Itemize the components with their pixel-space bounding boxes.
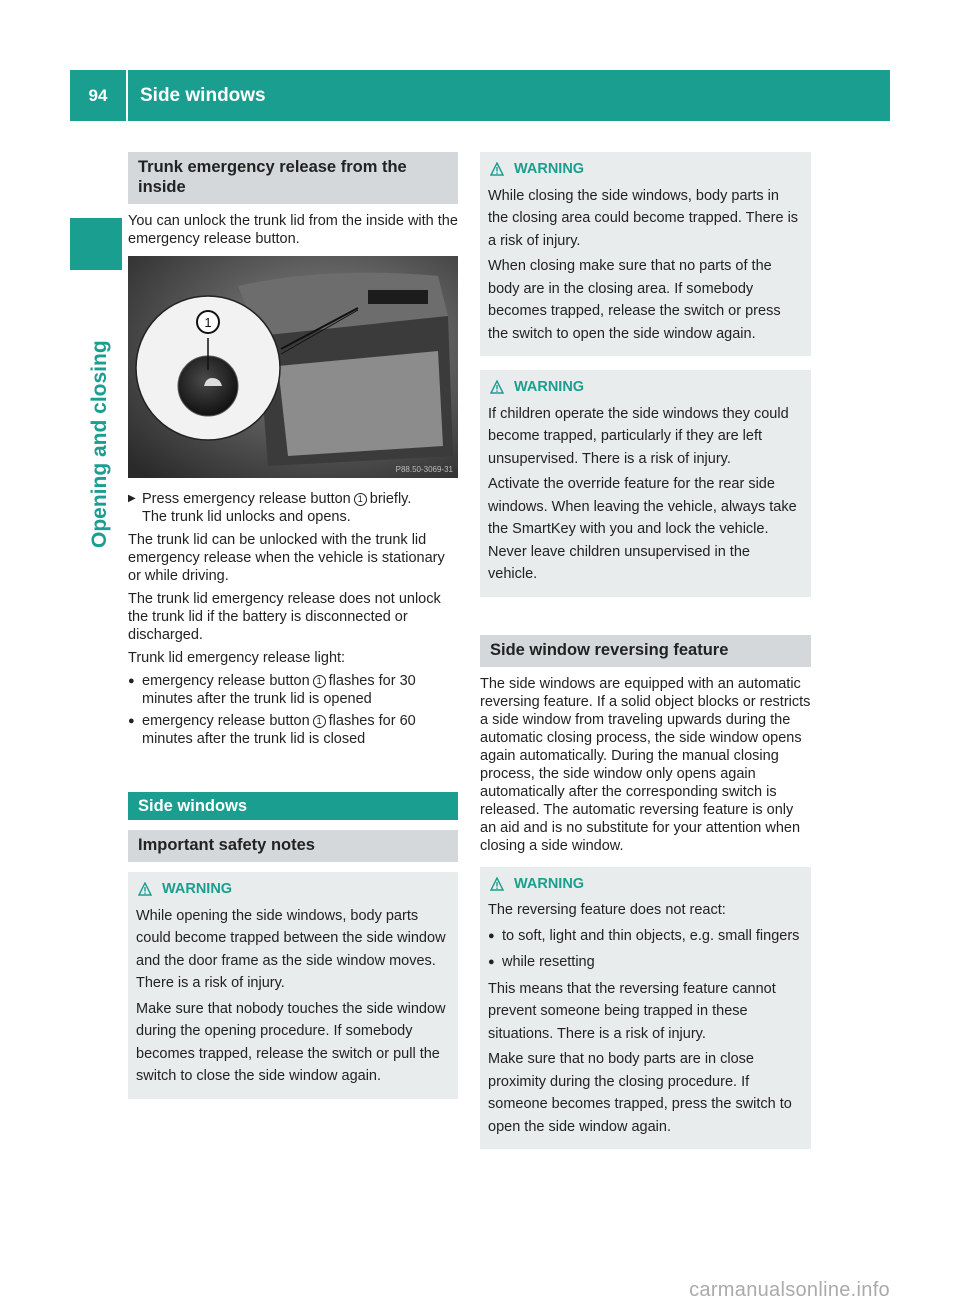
side-windows-heading: Side windows	[128, 792, 458, 820]
trunk-intro: You can unlock the trunk lid from the inside with the emergency release button.	[128, 213, 458, 247]
trunk-release-heading: Trunk emergency release from the inside	[128, 152, 458, 204]
warning-box	[480, 152, 811, 356]
warning-label: WARNING	[514, 379, 585, 395]
body-paragraph: The trunk lid emergency release does not unlock the trunk lid if the battery is disconnected or discharged.	[128, 591, 441, 643]
list-item-text: emergency release button	[142, 673, 310, 689]
step-text-end: briefly.	[369, 491, 412, 507]
header-divider	[126, 70, 128, 121]
warning-triangle-icon	[490, 877, 504, 891]
warning-box	[128, 872, 458, 1099]
light-label: Trunk lid emergency release light:	[128, 650, 346, 666]
warning-text: Make sure that no body parts are in close proximity during the closing procedure. If someone becomes trapped, press the switch to open the side window again.	[488, 1051, 792, 1135]
list-item	[488, 951, 803, 974]
list-item-text-end: flashes for 60 minutes after the trunk lid is closed	[142, 713, 416, 747]
figure-code: P88.50-3069-31	[395, 465, 453, 474]
warning-text: Activate the override feature for the rear side windows. When leaving the vehicle, always take the SmartKey with you and lock the vehicle. Never leave children unsupervised in the vehicle.	[488, 476, 797, 582]
reversing-feature-heading: Side window reversing feature	[480, 635, 811, 667]
callout-1-icon: 1	[313, 675, 326, 688]
instruction-step	[128, 490, 458, 526]
warning-label: WARNING	[514, 161, 585, 177]
chapter-tab	[85, 340, 115, 548]
reversing-paragraph: The side windows are equipped with an automatic reversing feature. If a solid object blocks or restricts a side window from traveling upwards during the automatic closing process, the side window opens again automatically. During the manual closing process, the side window only opens again automatically after the corresponding switch is released. The automatic reversing feature is only an aid and is no substitute for your attention when closing a side window.	[480, 675, 811, 854]
list-item-text: while resetting	[502, 954, 595, 970]
page-title: Side windows	[140, 84, 266, 106]
step-arrow-icon: ▶	[128, 493, 136, 504]
bullet-icon: ●	[128, 675, 135, 687]
list-item-text: to soft, light and thin objects, e.g. small fingers	[502, 927, 800, 944]
bullet-icon: ●	[488, 956, 495, 968]
warning-triangle-icon	[138, 882, 152, 896]
list-item-text-end: flashes for 30 minutes after the trunk lid is opened	[142, 673, 416, 707]
warning-header	[488, 376, 803, 399]
safety-notes-heading: Important safety notes	[128, 830, 458, 862]
warning-label: WARNING	[514, 875, 585, 892]
warning-box	[480, 370, 811, 597]
chapter-marker	[70, 218, 122, 270]
body-paragraph: The trunk lid can be unlocked with the trunk lid emergency release when the vehicle is stationary or while driving.	[128, 532, 445, 584]
chapter-tab-label: Opening and closing	[88, 340, 111, 548]
warning-header	[488, 873, 803, 896]
list-item	[128, 672, 458, 708]
warning-text: The reversing feature does not react:	[488, 902, 726, 918]
bullet-icon: ●	[488, 929, 495, 942]
warning-text: Make sure that nobody touches the side window during the opening procedure. If somebody becomes trapped, release the switch or pull the switch to close the side window again.	[136, 1000, 446, 1084]
list-item	[488, 925, 803, 948]
right-column	[480, 152, 811, 1149]
warning-triangle-icon	[490, 380, 504, 394]
warning-text: While opening the side windows, body parts could become trapped between the side window and the door frame as the side window moves. There is a risk of injury.	[136, 907, 446, 991]
warning-text: This means that the reversing feature cannot prevent someone being trapped in these situations. There is a risk of injury.	[488, 980, 776, 1042]
list-item	[128, 712, 458, 748]
warning-header	[136, 878, 450, 901]
step-text: Press emergency release button	[142, 491, 351, 507]
callout-1-icon: 1	[313, 715, 326, 728]
figure-callout: 1	[204, 315, 212, 330]
warning-header	[488, 158, 803, 181]
left-column	[128, 152, 458, 1099]
warning-triangle-icon	[490, 162, 504, 176]
step-result: The trunk lid unlocks and opens.	[142, 509, 351, 525]
warning-box	[480, 867, 811, 1150]
page-number: 94	[88, 85, 108, 105]
trunk-release-figure	[128, 256, 458, 478]
watermark: carmanualsonline.info	[689, 1279, 890, 1301]
warning-label: WARNING	[162, 881, 233, 897]
bullet-icon: ●	[128, 715, 135, 727]
callout-1-icon: 1	[354, 493, 367, 506]
warning-text: If children operate the side windows they could become trapped, particularly if they are left unsupervised. There is a risk of injury.	[488, 405, 789, 467]
list-item-text: emergency release button	[142, 713, 310, 729]
warning-text: When closing make sure that no parts of the body are in the closing area. If somebody becomes trapped, release the switch or press the switch to open the side window again.	[488, 258, 781, 342]
warning-text: While closing the side windows, body parts in the closing area could become trapped. There is a risk of injury.	[488, 187, 799, 249]
